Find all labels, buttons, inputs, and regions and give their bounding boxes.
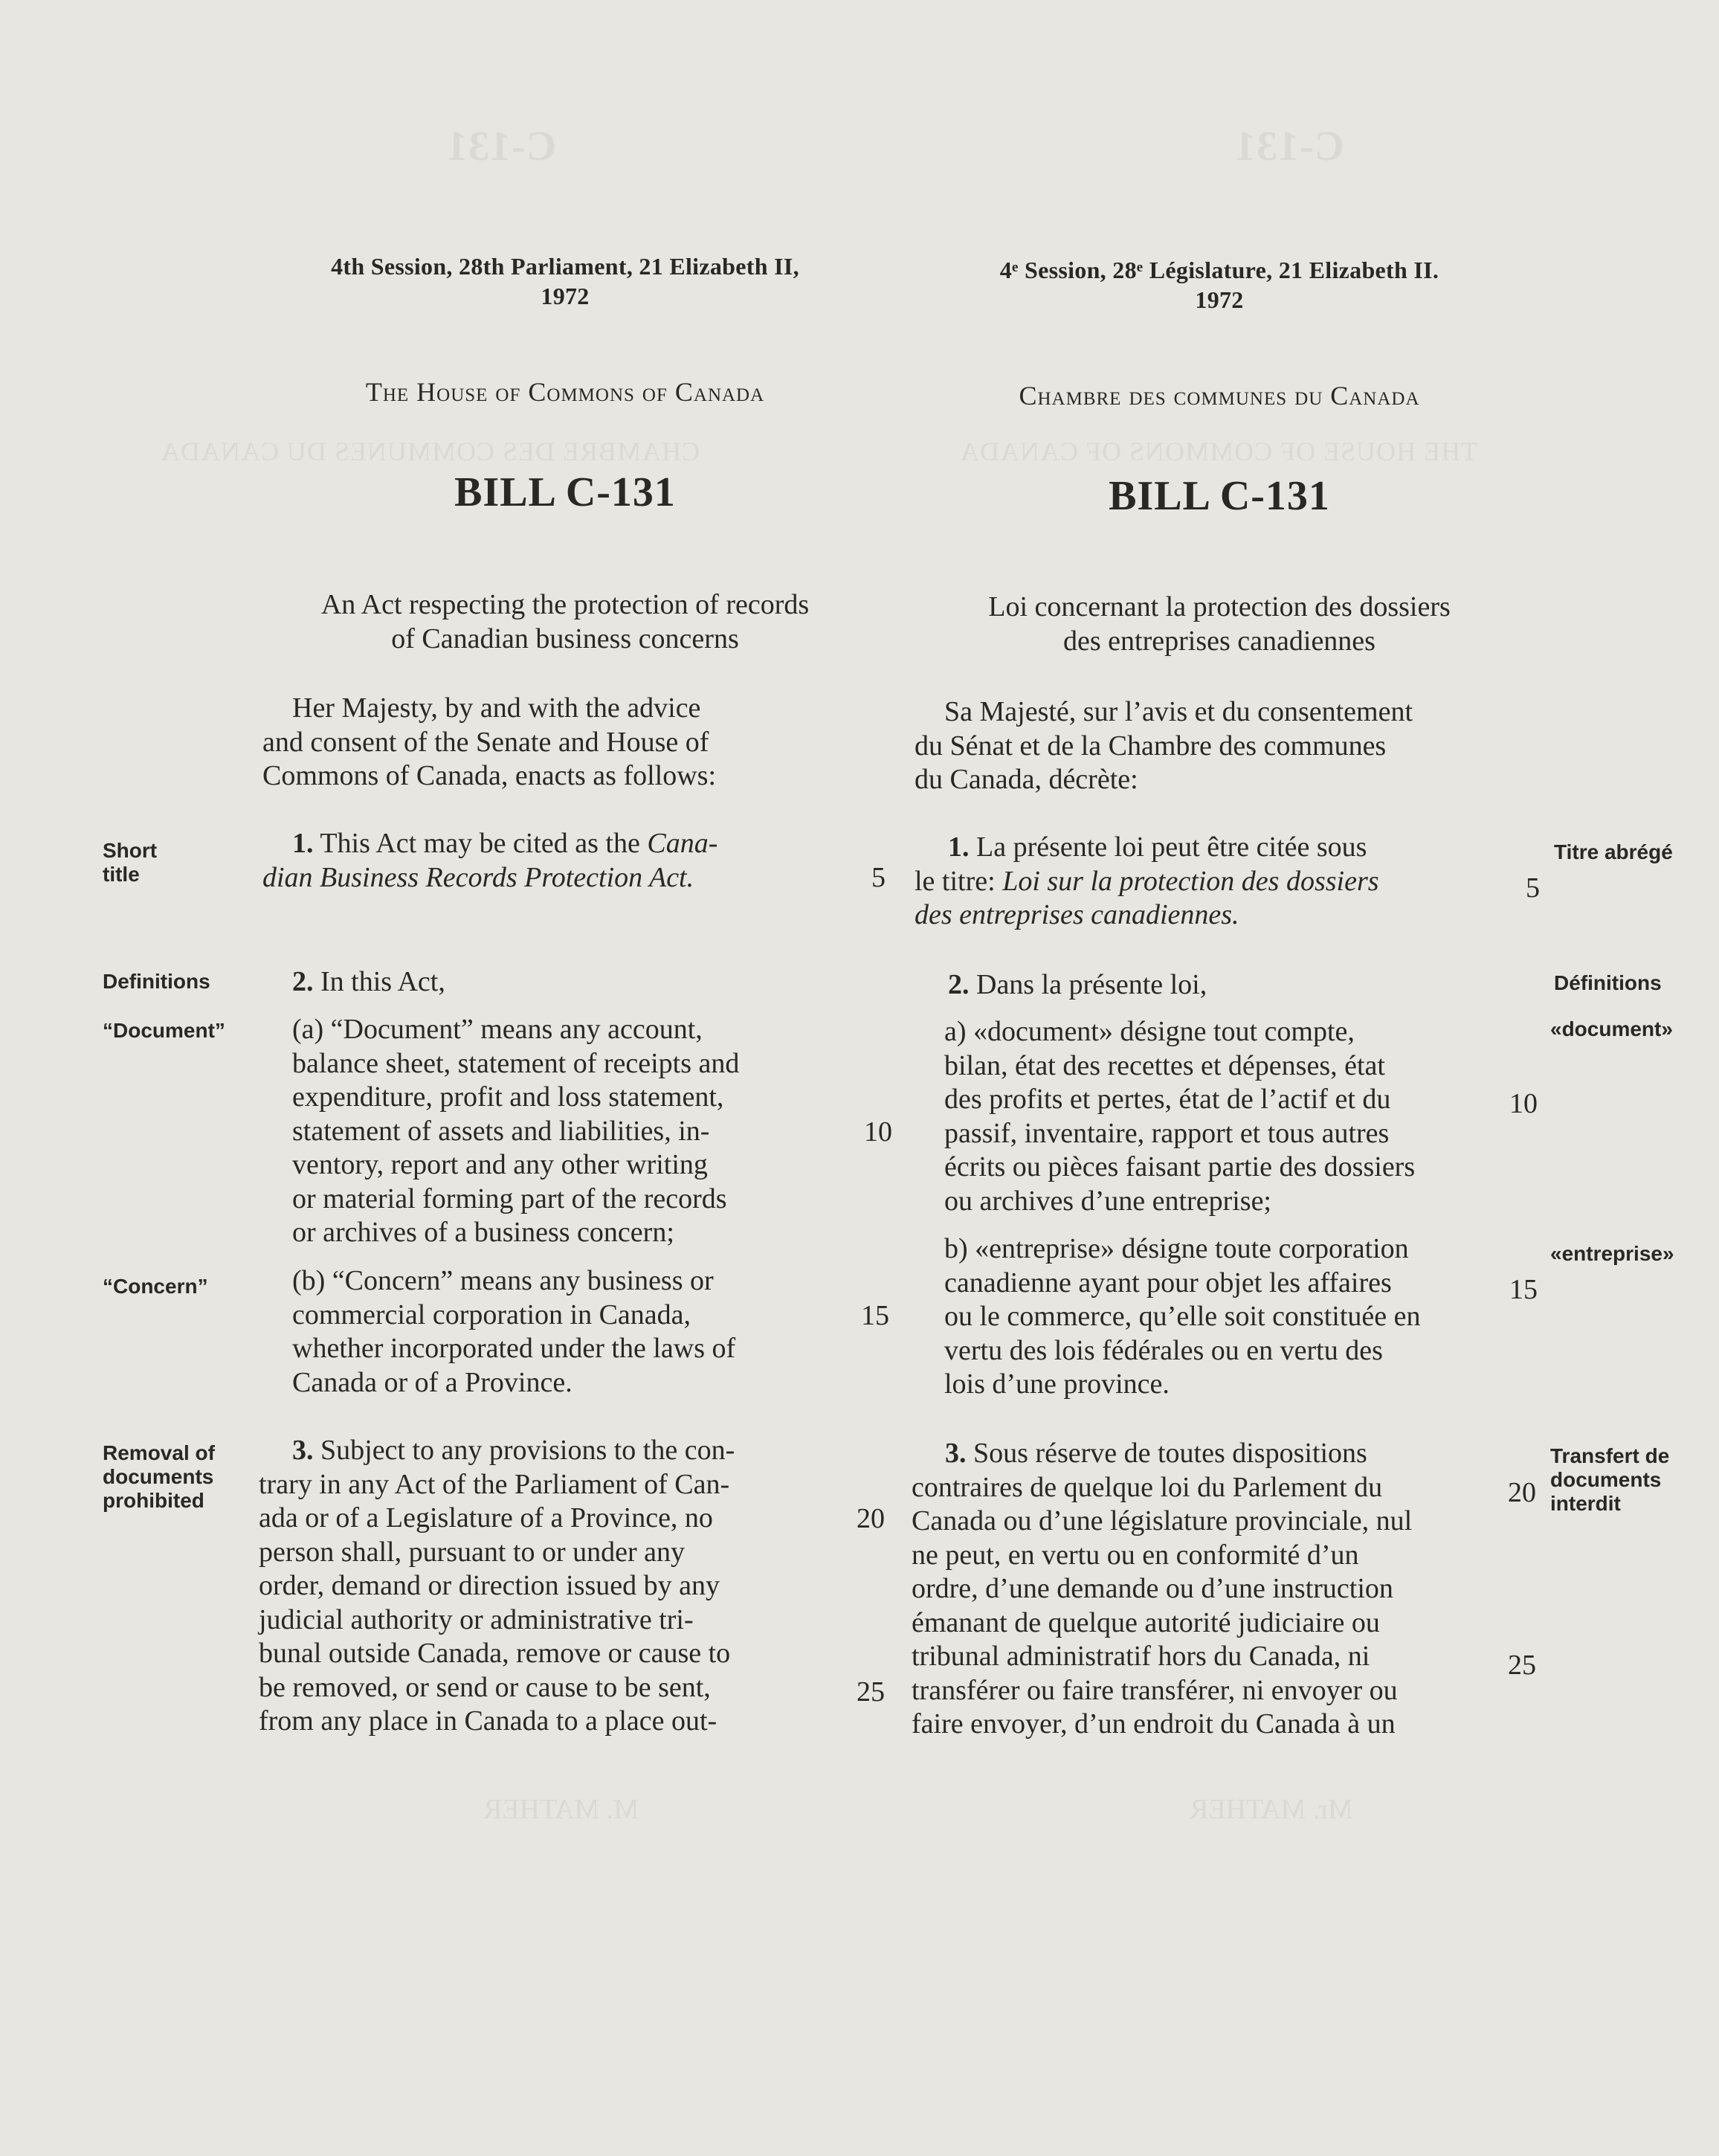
definition-document-en [262,1013,857,1250]
section-3-line-en: from any place in Canada to a place out- [259,1705,717,1737]
line-number-en: 20 [857,1503,885,1534]
enacting-line-fr: du Sénat et de la Chambre des communes [915,730,1387,762]
definition-line-fr: canadienne ayant pour objet les affaires [944,1267,1392,1299]
short-title-italic: des entreprises canadiennes. [915,899,1239,930]
definition-line-fr: vertu des lois fédérales ou en vertu des [944,1334,1383,1366]
margin-note-line: title [103,863,140,886]
section-number: 2. [292,966,314,997]
definition-line-en: or material forming part of the records [292,1182,727,1214]
enacting-line-fr: du Canada, décrète: [915,764,1138,795]
act-title-fr [907,590,1532,658]
section-text: Dans la présente loi, [969,969,1207,1000]
section-3-line-en: trary in any Act of the Parliament of Can- [259,1468,730,1500]
section-3-line-fr: ordre, d’une demande ou d’une instruction [912,1573,1393,1604]
margin-note-line: prohibited [103,1489,204,1512]
section-3-line-en: order, demand or direction issued by any [259,1570,720,1601]
line-number-fr: 25 [1508,1650,1536,1681]
enacting-line-en: Her Majesty, by and with the advice [292,692,701,724]
ghost-bill-right: C-131 [1234,123,1345,170]
short-title-italic: Loi sur la protection des dossiers [1002,865,1379,897]
section-number: 3. [292,1435,314,1466]
margin-note-definitions-en: Definitions [103,970,210,993]
section-1-line1-en [262,827,857,861]
definition-line-fr: lois d’une province. [944,1368,1170,1400]
definition-line-fr: écrits ou pièces faisant partie des dossiers [944,1151,1416,1182]
margin-note-line: documents [103,1465,214,1488]
house-heading-fr: Chambre des communes du Canada [1019,381,1420,411]
margin-note-line: Short [103,839,158,862]
session-line2-fr: 1972 [1195,286,1244,313]
section-number: 1. [948,831,970,863]
line-number-fr: 15 [1509,1274,1538,1305]
line-number-en: 15 [861,1300,889,1331]
definition-entreprise-fr [915,1232,1502,1402]
definition-line-fr: des profits et pertes, état de l’actif et du [944,1084,1391,1115]
margin-note-transfert [1550,1444,1669,1516]
margin-note-titre: Titre abrégé [1554,840,1673,863]
section-number: 2. [948,969,970,1000]
section-1-line2-fr [915,865,1502,899]
enacting-line-en: Commons of Canada, enacts as follows: [262,760,717,791]
section-3-line-en: judicial authority or administrative tri- [259,1603,694,1635]
section-3-line-fr: transférer ou faire transférer, ni envoyer ou [912,1674,1398,1706]
definition-line-en: whether incorporated under the laws of [292,1333,736,1364]
section-text: La présente loi peut être citée sous [969,831,1367,863]
ghost-bill-left: C-131 [446,123,557,170]
definition-line-fr: ou archives d’une entreprise; [944,1185,1271,1217]
definition-line-fr: b) «entreprise» désigne toute corporation [944,1233,1409,1264]
definition-line-en: or archives of a business concern; [292,1217,674,1248]
act-title-line2-en: of Canadian business concerns [391,623,739,654]
short-title-italic: dian Business Records Protection Act. [262,861,694,893]
margin-note-removal [103,1441,215,1513]
section-3-line-fr: ne peut, en vertu ou en conformité d’un [912,1539,1359,1571]
line-number-fr: 5 [1526,872,1540,904]
definition-line-fr: passif, inventaire, rapport et tous autres [944,1117,1390,1149]
margin-note-document-en: “Document” [103,1019,225,1042]
definition-line-fr: a) «document» désigne tout compte, [944,1016,1355,1047]
definition-line-en: (b) “Concern” means any business or [292,1265,714,1296]
section-3-line1-fr [912,1437,1499,1471]
section-text: Sous réserve de toutes dispositions [966,1438,1367,1469]
line-number-en: 5 [871,862,886,893]
section-1-line1-fr [915,831,1502,865]
section-3-line-en: ada or of a Legislature of a Province, no [259,1502,713,1534]
enacting-clause-fr [915,695,1502,797]
line-number-fr: 10 [1509,1088,1538,1119]
definition-line-en: ventory, report and any other writing [292,1149,708,1180]
act-title-en [253,588,877,656]
margin-note-line: Removal of [103,1441,215,1464]
line-number-fr: 20 [1508,1477,1536,1508]
margin-note-entreprise-fr: «entreprise» [1550,1242,1674,1265]
enacting-line-en: and consent of the Senate and House of [262,726,709,758]
ghost-mover-left: M. MATHER [483,1794,639,1825]
house-heading-en: The House of Commons of Canada [365,377,765,407]
act-title-line1-fr: Loi concernant la protection des dossiers [988,591,1451,622]
section-text: This Act may be cited as the [313,828,648,859]
session-heading-fr [907,255,1532,315]
section-number: 3. [945,1438,967,1469]
section-text: In this Act, [313,966,445,997]
margin-note-line: interdit [1550,1492,1621,1515]
section-2-heading-fr [915,968,1502,1003]
margin-note-line: documents [1550,1468,1662,1491]
ghost-house-right: THE HOUSE OF COMMONS OF CANADA [959,437,1478,466]
definition-line-en: balance sheet, statement of receipts and [292,1047,740,1079]
section-3-line-fr: tribunal administratif hors du Canada, ni [912,1641,1370,1672]
section-number: 1. [292,828,314,859]
bill-number-en: BILL C-131 [454,469,676,515]
ghost-mover-right: Mr. MATHER [1190,1794,1353,1825]
ghost-house-left: CHAMBRE DES COMMUNES DU CANADA [160,437,700,466]
definition-line-fr: bilan, état des recettes et dépenses, état [944,1049,1385,1081]
margin-note-concern-en: “Concern” [103,1275,208,1298]
section-1-fr [915,831,1502,933]
section-2-en [262,965,857,1000]
section-3-line-en: person shall, pursuant to or under any [259,1536,686,1568]
section-text: le titre: [915,865,1003,897]
definition-line-en: (a) “Document” means any account, [292,1014,703,1045]
section-text: Subject to any provisions to the con- [313,1435,735,1466]
session-heading-en [253,251,877,311]
section-1-en [262,827,857,895]
section-3-line-fr: émanant de quelque autorité judiciaire ou [912,1606,1380,1638]
definition-concern-en [262,1264,857,1400]
enacting-clause-en [262,692,857,794]
section-2-fr [915,968,1502,1003]
definition-line-en: statement of assets and liabilities, in- [292,1115,710,1147]
section-3-line-fr: Canada ou d’une législature provinciale, nul [912,1505,1413,1536]
margin-note-short-title [103,839,157,886]
definition-line-en: Canada or of a Province. [292,1366,573,1398]
margin-note-definitions-fr: Définitions [1554,971,1662,994]
short-title-italic: Cana- [647,828,718,859]
session-line1-fr: 4ᵉ Session, 28ᵉ Législature, 21 Elizabeth II. [999,257,1439,283]
act-title-line1-en: An Act respecting the protection of records [320,589,810,620]
section-3-line1-en [259,1434,854,1468]
enacting-line-fr: Sa Majesté, sur l’avis et du consentement [944,696,1413,727]
session-line1-en: 4th Session, 28th Parliament, 21 Elizabeth II, [331,253,799,280]
act-title-line2-fr: des entreprises canadiennes [1063,625,1375,657]
section-3-line-fr: contraires de quelque loi du Parlement du [912,1471,1383,1503]
section-3-fr [912,1437,1499,1742]
margin-note-document-fr: «document» [1550,1017,1673,1040]
session-line2-en: 1972 [541,283,590,309]
section-3-line-en: be removed, or send or cause to be sent, [259,1671,711,1703]
definition-line-fr: ou le commerce, qu’elle soit constituée en [944,1301,1421,1332]
section-3-line-en: bunal outside Canada, remove or cause to [259,1638,731,1669]
definition-document-fr [915,1015,1502,1218]
margin-note-line: Transfert de [1550,1444,1670,1467]
definition-line-en: commercial corporation in Canada, [292,1299,691,1330]
section-2-heading-en [262,965,857,1000]
section-3-line-fr: faire envoyer, d’un endroit du Canada à un [912,1708,1396,1740]
definition-line-en: expenditure, profit and loss statement, [292,1081,724,1113]
line-number-en: 10 [864,1116,892,1148]
bill-number-fr: BILL C-131 [1109,473,1330,519]
section-3-en [259,1434,854,1739]
line-number-en: 25 [857,1676,885,1708]
